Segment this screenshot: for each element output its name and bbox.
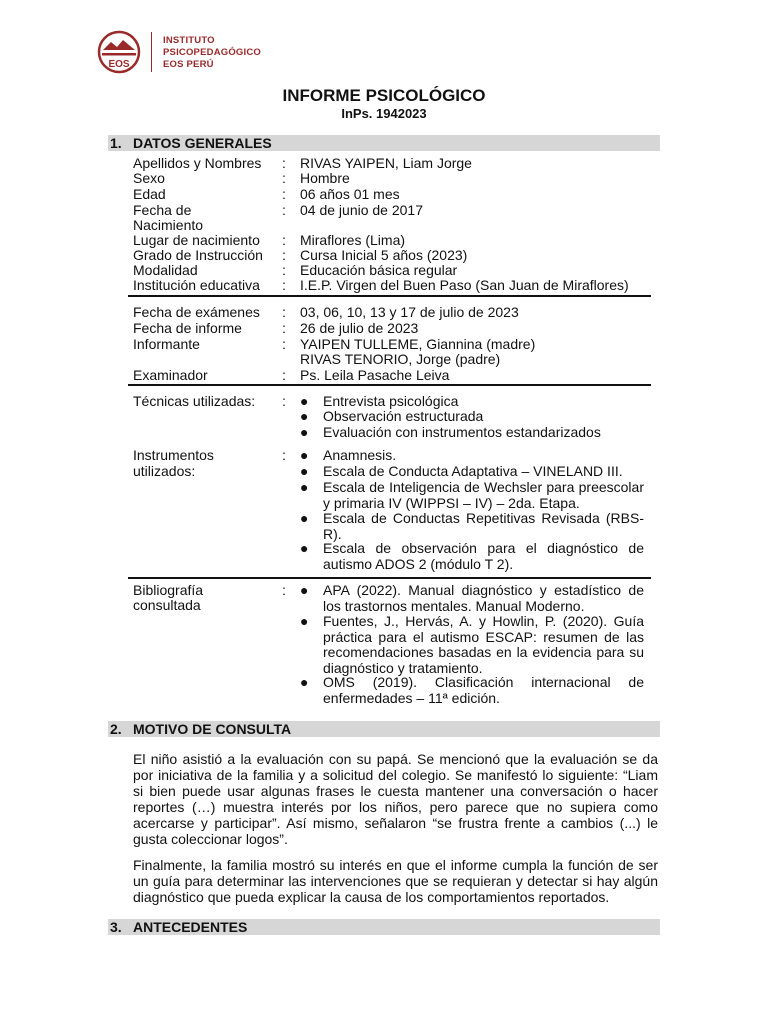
report-code: InPs. 1942023 [341, 106, 427, 121]
consultation-paragraph: Finalmente, la familia mostró su interés en que el informe cumpla la función de ser un guía para determinar las intervenciones que se requieran y detectar si hay algún diagnóstico que pueda explicar la causa de los comportamientos reportados. [133, 857, 658, 905]
institute-logo [95, 30, 155, 74]
field-value: Hombre [300, 170, 350, 186]
field-label: Apellidos y Nombres [133, 155, 262, 171]
logo-text: INSTITUTO PSICOPEDAGÓGICO EOS PERÚ [163, 35, 262, 70]
list-item: Escala de Inteligencia de Wechsler para preescolar y primaria IV (WIPPSI – IV) – 2da. Etapa. [323, 479, 644, 511]
section-heading-antecedentes: 3. ANTECEDENTES [108, 919, 660, 935]
list-item: Observación estructurada [323, 408, 484, 424]
field-value: 04 de junio de 2017 [300, 202, 423, 218]
list-item: Escala de observación para el diagnóstico de autismo ADOS 2 (módulo T 2). [323, 540, 644, 572]
consultation-paragraph: El niño asistió a la evaluación con su papá. Se mencionó que la evaluación se da por iniciativa de la familia y a solicitud del colegio. Se manifestó lo siguiente: “Liam si bien puede usar algunas frases le cuesta mantener una conversación o hacer reportes (…) muestra interés por los niños, pero parece que no supiera como acercarse y participar”. Así mismo, señalaron “se frustra frente a cambios (...) le gusta coleccionar logos”. [133, 751, 658, 847]
field-value: 03, 06, 10, 13 y 17 de julio de 2023 [300, 304, 519, 320]
logo-divider [151, 32, 152, 72]
field-value: 26 de julio de 2023 [300, 320, 419, 336]
list-item: Escala de Conducta Adaptativa – VINELAND III. [323, 463, 623, 479]
bibliography-label: consultada [133, 597, 201, 613]
field-label: Nacimiento [133, 217, 204, 233]
section-heading-motivo-de-consulta: 2. MOTIVO DE CONSULTA [108, 721, 660, 737]
field-label: Sexo [133, 170, 165, 186]
field-value: Cursa Inicial 5 años (2023) [300, 247, 468, 263]
svg-text:EOS: EOS [108, 59, 130, 70]
field-value: RIVAS YAIPEN, Liam Jorge [300, 155, 472, 171]
divider-line [128, 295, 651, 297]
bibliography-label: Bibliografía [133, 582, 204, 598]
instruments-label: utilizados: [133, 463, 196, 479]
divider-line [128, 384, 651, 386]
report-title: INFORME PSICOLÓGICO [282, 86, 486, 105]
field-value: RIVAS TENORIO, Jorge (padre) [300, 351, 501, 367]
divider-line [128, 577, 651, 579]
field-value: Miraflores (Lima) [300, 232, 406, 248]
list-item: Evaluación con instrumentos estandarizados [323, 424, 601, 440]
list-item: Anamnesis. [323, 447, 397, 463]
techniques-label: Técnicas utilizadas: [133, 393, 256, 409]
field-label: Informante [133, 336, 200, 352]
list-item: Fuentes, J., Hervás, A. y Howlin, P. (2020). Guía práctica para el autismo ESCAP: resumen de las recomendaciones basadas en la evidencia para su diagnóstico y tratamiento. [323, 613, 644, 676]
instruments-label: Instrumentos [133, 447, 214, 463]
field-label: Grado de Instrucción [133, 247, 263, 263]
field-label: Fecha de informe [133, 320, 242, 336]
field-label: Fecha de [133, 202, 192, 218]
field-value: 06 años 01 mes [300, 186, 400, 202]
field-value: I.E.P. Virgen del Buen Paso (San Juan de Miraflores) [300, 277, 629, 293]
field-label: Edad [133, 186, 166, 202]
list-item: OMS (2019). Clasificación internacional de enfermedades – 11ª edición. [323, 674, 644, 706]
list-item: Entrevista psicológica [323, 393, 459, 409]
field-value: Ps. Leila Pasache Leiva [300, 367, 450, 383]
field-label: Lugar de nacimiento [133, 232, 260, 248]
field-label: Fecha de exámenes [133, 304, 260, 320]
field-value: YAIPEN TULLEME, Giannina (madre) [300, 336, 536, 352]
field-value: Educación básica regular [300, 262, 458, 278]
field-label: Examinador [133, 367, 208, 383]
list-item: APA (2022). Manual diagnóstico y estadístico de los trastornos mentales. Manual Moderno. [323, 582, 644, 614]
section-heading-datos-generales: 1. DATOS GENERALES [108, 135, 660, 151]
field-label: Modalidad [133, 262, 198, 278]
list-item: Escala de Conductas Repetitivas Revisada (RBS-R). [323, 510, 644, 542]
field-label: Institución educativa [133, 277, 260, 293]
